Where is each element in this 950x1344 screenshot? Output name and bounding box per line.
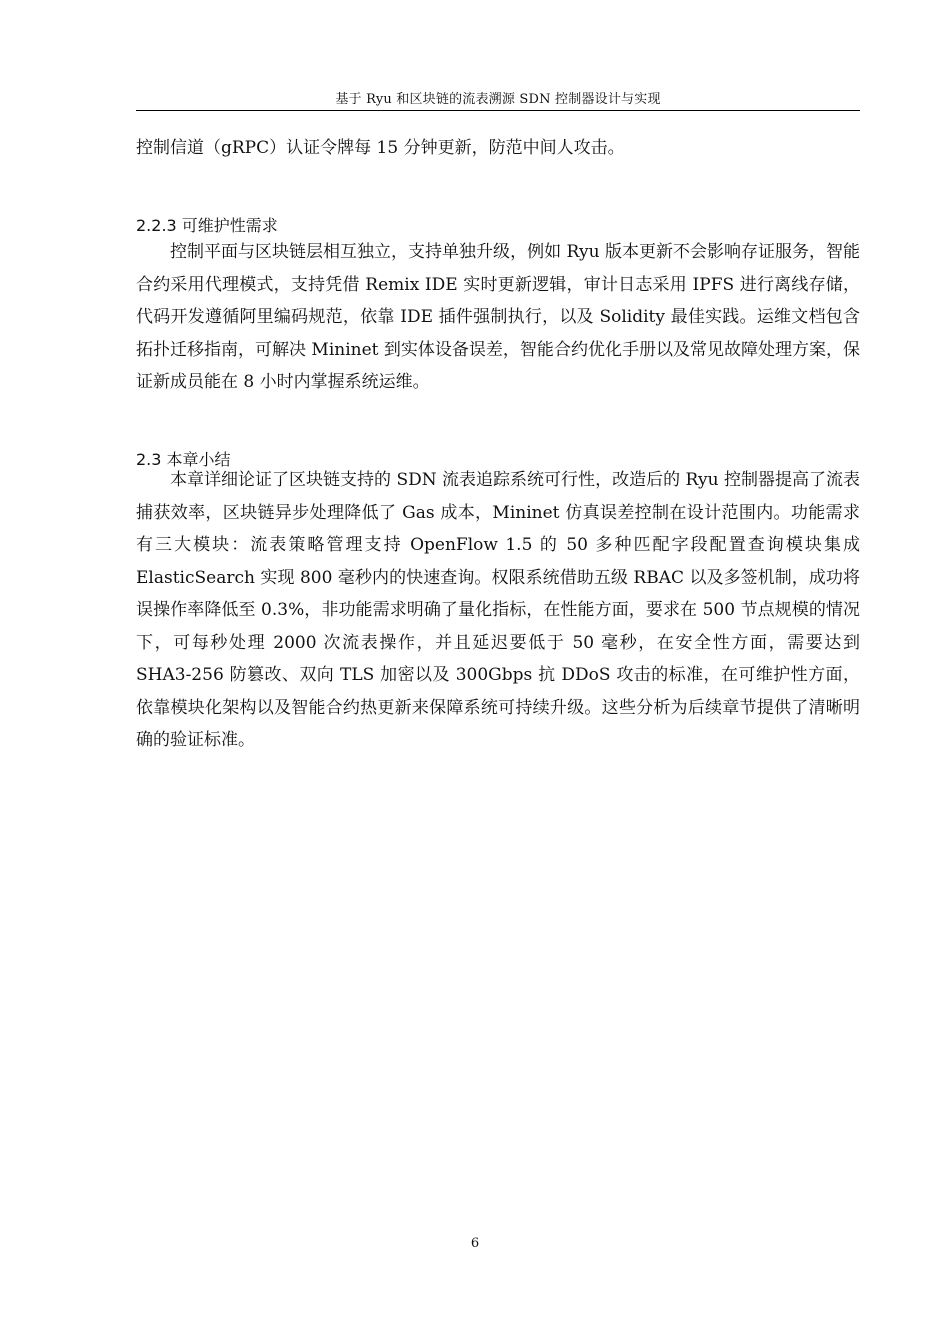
section-body-2-3: [136, 464, 860, 757]
page-number: 6: [470, 1236, 480, 1251]
running-header: 基于 Ryu 和区块链的流表溯源 SDN 控制器设计与实现: [335, 92, 661, 107]
section-heading-2-3: 2.3 本章小结: [136, 450, 231, 469]
header-divider: [136, 110, 860, 111]
continuation-paragraph: 控制信道（gRPC）认证令牌每 15 分钟更新，防范中间人攻击。: [136, 138, 625, 158]
paragraph-chapter-summary: 本章详细论证了区块链支持的 SDN 流表追踪系统可行性，改造后的 Ryu 控制器提高了流表捕获效率，区块链异步处理降低了 Gas 成本，Mininet 仿真误差控制在设计范围内。功能需求有三大模块：流表策略管理支持 OpenFlow 1.5 的 50 多种匹配字段配置查询模块集成 ElasticSearch 实现 800 毫秒内的快速查询。权限系统借助五级 RBAC 以及多签机制，成功将误操作率降低至 0.3%，非功能需求明确了量化指标，在性能方面，要求在 500 节点规模的情况下，可每秒处理 2000 次流表操作，并且延迟要低于 50 毫秒，在安全性方面，需要达到 SHA3-256 防篡改、双向 TLS 加密以及 300Gbps 抗 DDoS 攻击的标准，在可维护性方面，依靠模块化架构以及智能合约热更新来保障系统可持续升级。这些分析为后续章节提供了清晰明确的验证标准。: [136, 470, 860, 750]
section-heading-2-2-3: 2.2.3 可维护性需求: [136, 216, 278, 235]
paragraph-maintainability: 控制平面与区块链层相互独立，支持单独升级，例如 Ryu 版本更新不会影响存证服务，智能合约采用代理模式，支持凭借 Remix IDE 实时更新逻辑，审计日志采用 IPFS 进行离线存储，代码开发遵循阿里编码规范，依靠 IDE 插件强制执行，以及 Solidity 最佳实践。运维文档包含拓扑迁移指南，可解决 Mininet 到实体设备误差，智能合约优化手册以及常见故障处理方案，保证新成员能在 8 小时内掌握系统运维。: [136, 242, 860, 392]
continuation-block: [136, 132, 860, 165]
section-body-2-2-3: [136, 236, 860, 399]
